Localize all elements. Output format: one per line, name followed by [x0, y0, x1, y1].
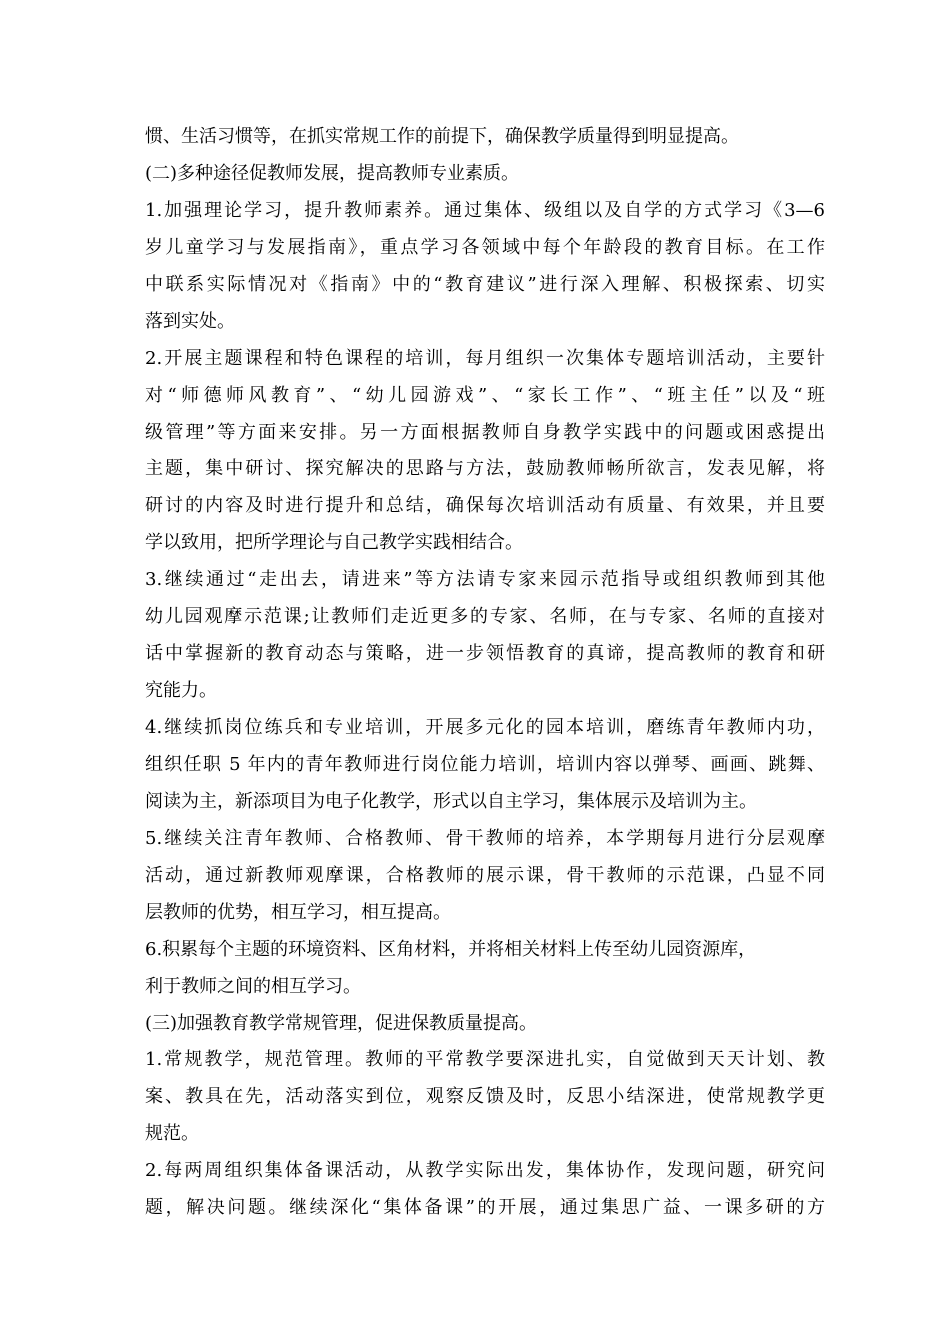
section-heading: (二)多种途径促教师发展，提高教师专业素质。	[145, 162, 520, 184]
text-line: 层教师的优势，相互学习，相互提高。	[145, 901, 451, 923]
text-line: 2.每两周组织集体备课活动，从教学实际出发，集体协作，发现问题，研究问	[145, 1160, 825, 1182]
text-line: 级管理”等方面来安排。另一方面根据教师自身教学实践中的问题或困惑提出	[145, 421, 825, 443]
text-line: 惯、生活习惯等，在抓实常规工作的前提下，确保教学质量得到明显提高。	[145, 126, 739, 147]
text-line: 规范。	[145, 1123, 199, 1145]
text-line: 话中掌握新的教育动态与策略，进一步领悟教育的真谛，提高教师的教育和研	[145, 643, 825, 665]
text-line: 3.继续通过“走出去，请进来”等方法请专家来园示范指导或组织教师到其他	[145, 569, 825, 591]
text-line: 5.继续关注青年教师、合格教师、骨干教师的培养，本学期每月进行分层观摩	[145, 827, 825, 849]
text-line: 组织任职 5 年内的青年教师进行岗位能力培训，培训内容以弹琴、画画、跳舞、	[145, 753, 825, 775]
document-body	[145, 119, 825, 1227]
text-line: 落到实处。	[145, 310, 235, 332]
text-line: 1.常规教学，规范管理。教师的平常教学要深进扎实，自觉做到天天计划、教	[145, 1049, 825, 1071]
text-line: 研讨的内容及时进行提升和总结，确保每次培训活动有质量、有效果，并且要	[145, 495, 825, 517]
section-heading: (三)加强教育教学常规管理，促进保教质量提高。	[145, 1012, 538, 1034]
text-line: 6.积累每个主题的环境资料、区角材料，并将相关材料上传至幼儿园资源库，	[145, 938, 757, 960]
text-line: 主题，集中研讨、探究解决的思路与方法，鼓励教师畅所欲言，发表见解，将	[145, 458, 825, 480]
text-line: 4.继续抓岗位练兵和专业培训，开展多元化的园本培训，磨练青年教师内功，	[145, 717, 825, 738]
text-line: 案、教具在先，活动落实到位，观察反馈及时，反思小结深进，使常规教学更	[145, 1086, 825, 1108]
text-line: 中联系实际情况对《指南》中的“教育建议”进行深入理解、积极探索、切实	[145, 273, 825, 295]
text-line: 题，解决问题。继续深化“集体备课”的开展，通过集思广益、一课多研的方	[145, 1197, 825, 1219]
text-line: 对“师德师风教育”、“幼儿园游戏”、“家长工作”、“班主任”以及“班	[145, 384, 825, 406]
text-line: 1.加强理论学习，提升教师素养。通过集体、级组以及自学的方式学习《3—6	[145, 199, 825, 221]
text-line: 利于教师之间的相互学习。	[145, 975, 361, 997]
text-line: 究能力。	[145, 680, 217, 702]
text-line: 2.开展主题课程和特色课程的培训，每月组织一次集体专题培训活动，主要针	[145, 347, 825, 369]
text-line: 幼儿园观摩示范课;让教师们走近更多的专家、名师，在与专家、名师的直接对	[145, 606, 825, 628]
text-line: 岁儿童学习与发展指南》，重点学习各领域中每个年龄段的教育目标。在工作	[145, 236, 825, 258]
text-line: 学以致用，把所学理论与自己教学实践相结合。	[145, 532, 523, 554]
text-line: 阅读为主，新添项目为电子化教学，形式以自主学习，集体展示及培训为主。	[145, 790, 757, 812]
text-line: 活动，通过新教师观摩课，合格教师的展示课，骨干教师的示范课，凸显不同	[145, 864, 825, 886]
